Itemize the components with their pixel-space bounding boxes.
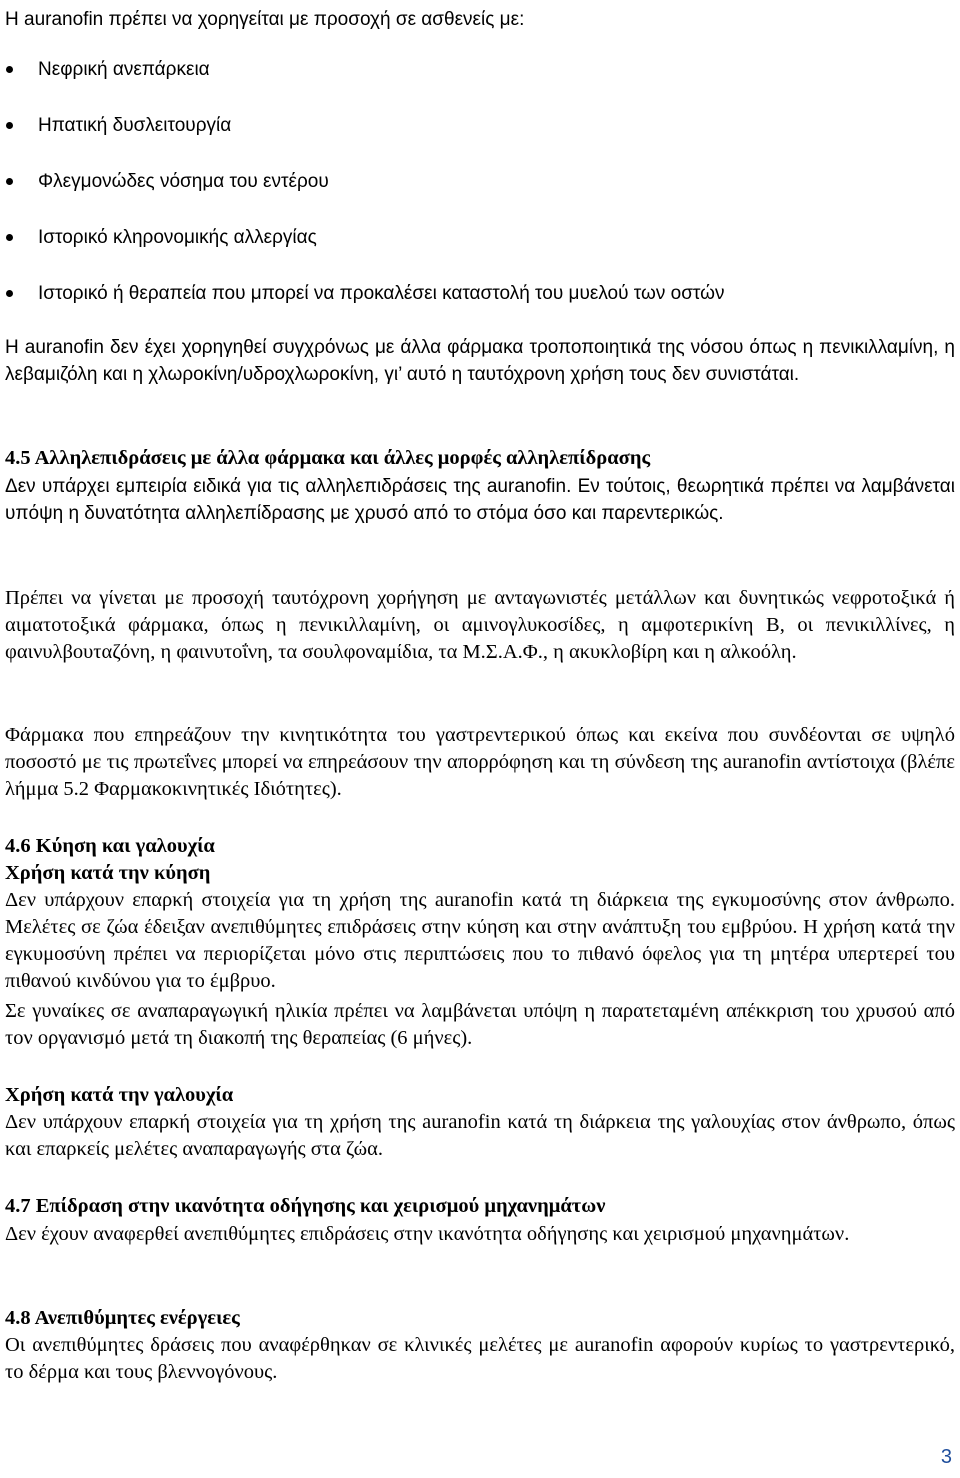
bullet-icon (6, 234, 13, 241)
list-item-text: Ιστορικό ή θεραπεία που μπορεί να προκαλέσει καταστολή του μυελού των οστών (38, 283, 725, 304)
conditions-list (5, 56, 945, 336)
pregnancy-paragraph-1: Δεν υπάρχουν επαρκή στοιχεία για τη χρήση της auranofin κατά τη διάρκεια της εγκυμοσύνης στον άνθρωπο. Μελέτες σε ζώα έδειξαν ανεπιθύμητες επιδράσεις στην κύηση και στην ανάπτυξη του εμβρύου. Η χρήση κατά την εγκυμοσύνη πρέπει να περιορίζεται μόνο στις περιπτώσεις που το πιθανό όφελος για τη μητέρα υπερτερεί του πιθανού κινδύνου για το έμβρυο. (5, 889, 955, 992)
list-item-text: Φλεγμονώδες νόσημα του εντέρου (38, 171, 329, 192)
bullet-icon (6, 66, 13, 73)
list-item (5, 280, 945, 336)
combination-paragraph: Η auranofin δεν έχει χορηγηθεί συγχρόνως με άλλα φάρμακα τροποποιητικά της νόσου όπως η πενικιλλαμίνη, η λεβαμιζόλη και η χλωροκίνη/υδροχλωροκίνη, γι’ αυτό η ταυτόχρονη χρήση τους δεν συνιστάται. (5, 337, 955, 385)
section-4-8-paragraph: Οι ανεπιθύμητες δράσεις που αναφέρθηκαν σε κλινικές μελέτες με auranofin αφορούν κυρίως το γαστρεντερικό, το δέρμα και τους βλεννογόνους. (5, 1334, 955, 1383)
bullet-icon (6, 178, 13, 185)
bullet-icon (6, 290, 13, 297)
list-item-text: Ηπατική δυσλειτουργία (38, 115, 232, 136)
section-4-5-paragraph-1: Δεν υπάρχει εμπειρία ειδικά για τις αλληλεπιδράσεις της auranofin. Εν τούτοις, θεωρητικά πρέπει να λαμβάνεται υπόψη η δυνατότητα αλληλεπίδρασης με χρυσό από το στόμα όσο και παρεντερικώς. (5, 476, 955, 524)
list-item (5, 56, 945, 112)
list-item-text: Νεφρική ανεπάρκεια (38, 59, 210, 80)
section-4-6-heading: 4.6 Κύηση και γαλουχία (5, 835, 215, 857)
section-4-7-paragraph: Δεν έχουν αναφερθεί ανεπιθύμητες επιδράσεις στην ικανότητα οδήγησης και χειρισμού μηχανημάτων. (5, 1223, 850, 1245)
section-4-5-heading: 4.5 Αλληλεπιδράσεις με άλλα φάρμακα και άλλες μορφές αλληλεπίδρασης (5, 447, 651, 469)
list-item (5, 168, 945, 224)
list-item (5, 112, 945, 168)
list-item-text: Ιστορικό κληρονομικής αλλεργίας (38, 227, 317, 248)
section-4-5-paragraph-2: Πρέπει να γίνεται με προσοχή ταυτόχρονη χορήγηση με ανταγωνιστές μετάλλων και δυνητικώς νεφροτοξικά ή αιματοτοξικά φάρμακα, όπως η πενικιλλαμίνη, οι αμινογλυκοσίδες, η αμφοτερικίνη Β, οι πενικιλλίνες, η φαινυλβουταζόνη, η φαινυτοΐνη, τα σουλφοναμίδια, τα Μ.Σ.Α.Φ., η ακυκλοβίρη και η αλκοόλη. (5, 587, 955, 663)
pregnancy-paragraph-2: Σε γυναίκες σε αναπαραγωγική ηλικία πρέπει να λαμβάνεται υπόψη η παρατεταμένη απέκκριση του χρυσού από τον οργανισμό μετά τη διακοπή της θεραπείας (6 μήνες). (5, 1000, 955, 1049)
section-4-7-heading: 4.7 Επίδραση στην ικανότητα οδήγησης και χειρισμού μηχανημάτων (5, 1195, 606, 1217)
intro-text: Η auranofin πρέπει να χορηγείται με προσοχή σε ασθενείς με: (5, 9, 525, 30)
pregnancy-heading: Χρήση κατά την κύηση (5, 862, 211, 884)
page-number: 3 (940, 1446, 952, 1468)
lactation-heading: Χρήση κατά την γαλουχία (5, 1084, 234, 1106)
section-4-8-heading: 4.8 Ανεπιθύμητες ενέργειες (5, 1307, 240, 1329)
lactation-paragraph: Δεν υπάρχουν επαρκή στοιχεία για τη χρήση της auranofin κατά τη διάρκεια της γαλουχίας στον άνθρωπο, όπως και επαρκείς μελέτες αναπαραγωγής στα ζώα. (5, 1111, 955, 1160)
section-4-5-paragraph-3: Φάρμακα που επηρεάζουν την κινητικότητα του γαστρεντερικού όπως και εκείνα που συνδέονται σε υψηλό ποσοστό με τις πρωτεΐνες μπορεί να επηρεάσουν την απορρόφηση και τη σύνδεση της auranofin αντίστοιχα (βλέπε λήμμα 5.2 Φαρμακοκινητικές Ιδιότητες). (5, 724, 955, 800)
bullet-icon (6, 122, 13, 129)
list-item (5, 224, 945, 280)
